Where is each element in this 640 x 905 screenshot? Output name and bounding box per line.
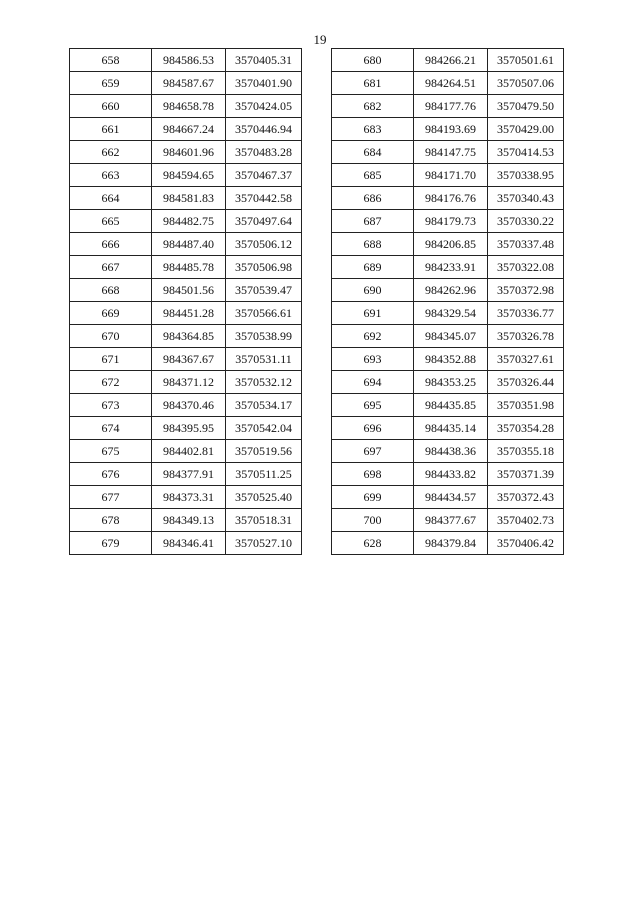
y-coordinate-cell: 3570327.61 — [488, 348, 564, 371]
y-coordinate-cell: 3570326.78 — [488, 325, 564, 348]
x-coordinate-cell: 984193.69 — [414, 118, 488, 141]
y-coordinate-cell: 3570501.61 — [488, 49, 564, 72]
x-coordinate-cell: 984371.12 — [152, 371, 226, 394]
y-coordinate-cell: 3570442.58 — [226, 187, 302, 210]
y-coordinate-cell: 3570525.40 — [226, 486, 302, 509]
x-coordinate-cell: 984364.85 — [152, 325, 226, 348]
y-coordinate-cell: 3570372.98 — [488, 279, 564, 302]
table-row — [332, 118, 564, 141]
x-coordinate-cell: 984266.21 — [414, 49, 488, 72]
table-row — [70, 210, 302, 233]
table-row — [70, 417, 302, 440]
y-coordinate-cell: 3570351.98 — [488, 394, 564, 417]
x-coordinate-cell: 984434.57 — [414, 486, 488, 509]
y-coordinate-cell: 3570338.95 — [488, 164, 564, 187]
point-number-cell: 671 — [70, 348, 152, 371]
x-coordinate-cell: 984485.78 — [152, 256, 226, 279]
point-number-cell: 660 — [70, 95, 152, 118]
point-number-cell: 683 — [332, 118, 414, 141]
point-number-cell: 672 — [70, 371, 152, 394]
y-coordinate-cell: 3570354.28 — [488, 417, 564, 440]
x-coordinate-cell: 984176.76 — [414, 187, 488, 210]
table-row — [332, 49, 564, 72]
point-number-cell: 688 — [332, 233, 414, 256]
x-coordinate-cell: 984587.67 — [152, 72, 226, 95]
table-row — [332, 210, 564, 233]
point-number-cell: 685 — [332, 164, 414, 187]
point-number-cell: 667 — [70, 256, 152, 279]
point-number-cell: 659 — [70, 72, 152, 95]
point-number-cell: 689 — [332, 256, 414, 279]
point-number-cell: 695 — [332, 394, 414, 417]
x-coordinate-cell: 984233.91 — [414, 256, 488, 279]
x-coordinate-cell: 984346.41 — [152, 532, 226, 555]
point-number-cell: 677 — [70, 486, 152, 509]
x-coordinate-cell: 984451.28 — [152, 302, 226, 325]
point-number-cell: 663 — [70, 164, 152, 187]
x-coordinate-cell: 984658.78 — [152, 95, 226, 118]
table-row — [70, 72, 302, 95]
x-coordinate-cell: 984352.88 — [414, 348, 488, 371]
y-coordinate-cell: 3570326.44 — [488, 371, 564, 394]
table-row — [332, 141, 564, 164]
point-number-cell: 676 — [70, 463, 152, 486]
y-coordinate-cell: 3570330.22 — [488, 210, 564, 233]
y-coordinate-cell: 3570566.61 — [226, 302, 302, 325]
x-coordinate-cell: 984377.67 — [414, 509, 488, 532]
point-number-cell: 669 — [70, 302, 152, 325]
y-coordinate-cell: 3570497.64 — [226, 210, 302, 233]
table-row — [332, 164, 564, 187]
y-coordinate-cell: 3570527.10 — [226, 532, 302, 555]
y-coordinate-cell: 3570479.50 — [488, 95, 564, 118]
y-coordinate-cell: 3570402.73 — [488, 509, 564, 532]
table-row — [70, 440, 302, 463]
x-coordinate-cell: 984353.25 — [414, 371, 488, 394]
point-number-cell: 691 — [332, 302, 414, 325]
table-row — [70, 509, 302, 532]
point-number-cell: 697 — [332, 440, 414, 463]
table-row — [332, 279, 564, 302]
y-coordinate-cell: 3570507.06 — [488, 72, 564, 95]
y-coordinate-cell: 3570518.31 — [226, 509, 302, 532]
x-coordinate-cell: 984345.07 — [414, 325, 488, 348]
x-coordinate-cell: 984667.24 — [152, 118, 226, 141]
point-number-cell: 680 — [332, 49, 414, 72]
point-number-cell: 628 — [332, 532, 414, 555]
table-row — [332, 302, 564, 325]
x-coordinate-cell: 984402.81 — [152, 440, 226, 463]
table-row — [70, 187, 302, 210]
point-number-cell: 690 — [332, 279, 414, 302]
table-row — [332, 417, 564, 440]
y-coordinate-cell: 3570519.56 — [226, 440, 302, 463]
point-number-cell: 665 — [70, 210, 152, 233]
y-coordinate-cell: 3570538.99 — [226, 325, 302, 348]
point-number-cell: 679 — [70, 532, 152, 555]
table-row — [332, 95, 564, 118]
table-row — [332, 256, 564, 279]
y-coordinate-cell: 3570336.77 — [488, 302, 564, 325]
y-coordinate-cell: 3570405.31 — [226, 49, 302, 72]
table-row — [70, 532, 302, 555]
table-row — [332, 233, 564, 256]
y-coordinate-cell: 3570539.47 — [226, 279, 302, 302]
point-number-cell: 678 — [70, 509, 152, 532]
point-number-cell: 658 — [70, 49, 152, 72]
x-coordinate-cell: 984171.70 — [414, 164, 488, 187]
table-row — [332, 72, 564, 95]
x-coordinate-cell: 984367.67 — [152, 348, 226, 371]
y-coordinate-cell: 3570372.43 — [488, 486, 564, 509]
table-row — [70, 164, 302, 187]
table-row — [332, 463, 564, 486]
table-row — [332, 348, 564, 371]
y-coordinate-cell: 3570542.04 — [226, 417, 302, 440]
x-coordinate-cell: 984206.85 — [414, 233, 488, 256]
table-row — [332, 509, 564, 532]
y-coordinate-cell: 3570467.37 — [226, 164, 302, 187]
x-coordinate-cell: 984177.76 — [414, 95, 488, 118]
y-coordinate-cell: 3570534.17 — [226, 394, 302, 417]
table-row — [70, 233, 302, 256]
x-coordinate-cell: 984601.96 — [152, 141, 226, 164]
x-coordinate-cell: 984264.51 — [414, 72, 488, 95]
x-coordinate-cell: 984179.73 — [414, 210, 488, 233]
table-row — [332, 187, 564, 210]
table-row — [70, 302, 302, 325]
x-coordinate-cell: 984581.83 — [152, 187, 226, 210]
point-number-cell: 674 — [70, 417, 152, 440]
table-row — [70, 463, 302, 486]
x-coordinate-cell: 984262.96 — [414, 279, 488, 302]
table-row — [70, 486, 302, 509]
y-coordinate-cell: 3570371.39 — [488, 463, 564, 486]
table-row — [70, 95, 302, 118]
y-coordinate-cell: 3570506.12 — [226, 233, 302, 256]
table-row — [332, 532, 564, 555]
x-coordinate-cell: 984487.40 — [152, 233, 226, 256]
x-coordinate-cell: 984349.13 — [152, 509, 226, 532]
y-coordinate-cell: 3570355.18 — [488, 440, 564, 463]
point-number-cell: 696 — [332, 417, 414, 440]
table-row — [332, 394, 564, 417]
point-number-cell: 698 — [332, 463, 414, 486]
table-row — [70, 141, 302, 164]
table-row — [70, 256, 302, 279]
point-number-cell: 699 — [332, 486, 414, 509]
point-number-cell: 684 — [332, 141, 414, 164]
x-coordinate-cell: 984329.54 — [414, 302, 488, 325]
y-coordinate-cell: 3570414.53 — [488, 141, 564, 164]
y-coordinate-cell: 3570337.48 — [488, 233, 564, 256]
y-coordinate-cell: 3570406.42 — [488, 532, 564, 555]
x-coordinate-cell: 984482.75 — [152, 210, 226, 233]
table-row — [70, 49, 302, 72]
x-coordinate-cell: 984594.65 — [152, 164, 226, 187]
table-row — [332, 325, 564, 348]
y-coordinate-cell: 3570483.28 — [226, 141, 302, 164]
point-number-cell: 700 — [332, 509, 414, 532]
point-number-cell: 692 — [332, 325, 414, 348]
coordinates-table-left — [69, 48, 302, 555]
x-coordinate-cell: 984433.82 — [414, 463, 488, 486]
y-coordinate-cell: 3570511.25 — [226, 463, 302, 486]
x-coordinate-cell: 984377.91 — [152, 463, 226, 486]
point-number-cell: 686 — [332, 187, 414, 210]
y-coordinate-cell: 3570340.43 — [488, 187, 564, 210]
y-coordinate-cell: 3570531.11 — [226, 348, 302, 371]
x-coordinate-cell: 984435.14 — [414, 417, 488, 440]
x-coordinate-cell: 984586.53 — [152, 49, 226, 72]
point-number-cell: 673 — [70, 394, 152, 417]
table-row — [70, 279, 302, 302]
table-row — [332, 486, 564, 509]
x-coordinate-cell: 984438.36 — [414, 440, 488, 463]
point-number-cell: 664 — [70, 187, 152, 210]
x-coordinate-cell: 984370.46 — [152, 394, 226, 417]
point-number-cell: 675 — [70, 440, 152, 463]
y-coordinate-cell: 3570506.98 — [226, 256, 302, 279]
coordinates-table-right — [331, 48, 564, 555]
table-row — [332, 440, 564, 463]
x-coordinate-cell: 984501.56 — [152, 279, 226, 302]
point-number-cell: 687 — [332, 210, 414, 233]
point-number-cell: 662 — [70, 141, 152, 164]
x-coordinate-cell: 984379.84 — [414, 532, 488, 555]
y-coordinate-cell: 3570429.00 — [488, 118, 564, 141]
point-number-cell: 694 — [332, 371, 414, 394]
y-coordinate-cell: 3570401.90 — [226, 72, 302, 95]
table-row — [70, 371, 302, 394]
x-coordinate-cell: 984373.31 — [152, 486, 226, 509]
point-number-cell: 666 — [70, 233, 152, 256]
x-coordinate-cell: 984395.95 — [152, 417, 226, 440]
y-coordinate-cell: 3570532.12 — [226, 371, 302, 394]
table-row — [70, 348, 302, 371]
table-row — [70, 118, 302, 141]
table-row — [332, 371, 564, 394]
point-number-cell: 670 — [70, 325, 152, 348]
x-coordinate-cell: 984435.85 — [414, 394, 488, 417]
point-number-cell: 668 — [70, 279, 152, 302]
y-coordinate-cell: 3570424.05 — [226, 95, 302, 118]
page-number: 19 — [313, 32, 327, 47]
point-number-cell: 693 — [332, 348, 414, 371]
table-row — [70, 394, 302, 417]
y-coordinate-cell: 3570446.94 — [226, 118, 302, 141]
point-number-cell: 682 — [332, 95, 414, 118]
point-number-cell: 681 — [332, 72, 414, 95]
table-row — [70, 325, 302, 348]
point-number-cell: 661 — [70, 118, 152, 141]
y-coordinate-cell: 3570322.08 — [488, 256, 564, 279]
x-coordinate-cell: 984147.75 — [414, 141, 488, 164]
